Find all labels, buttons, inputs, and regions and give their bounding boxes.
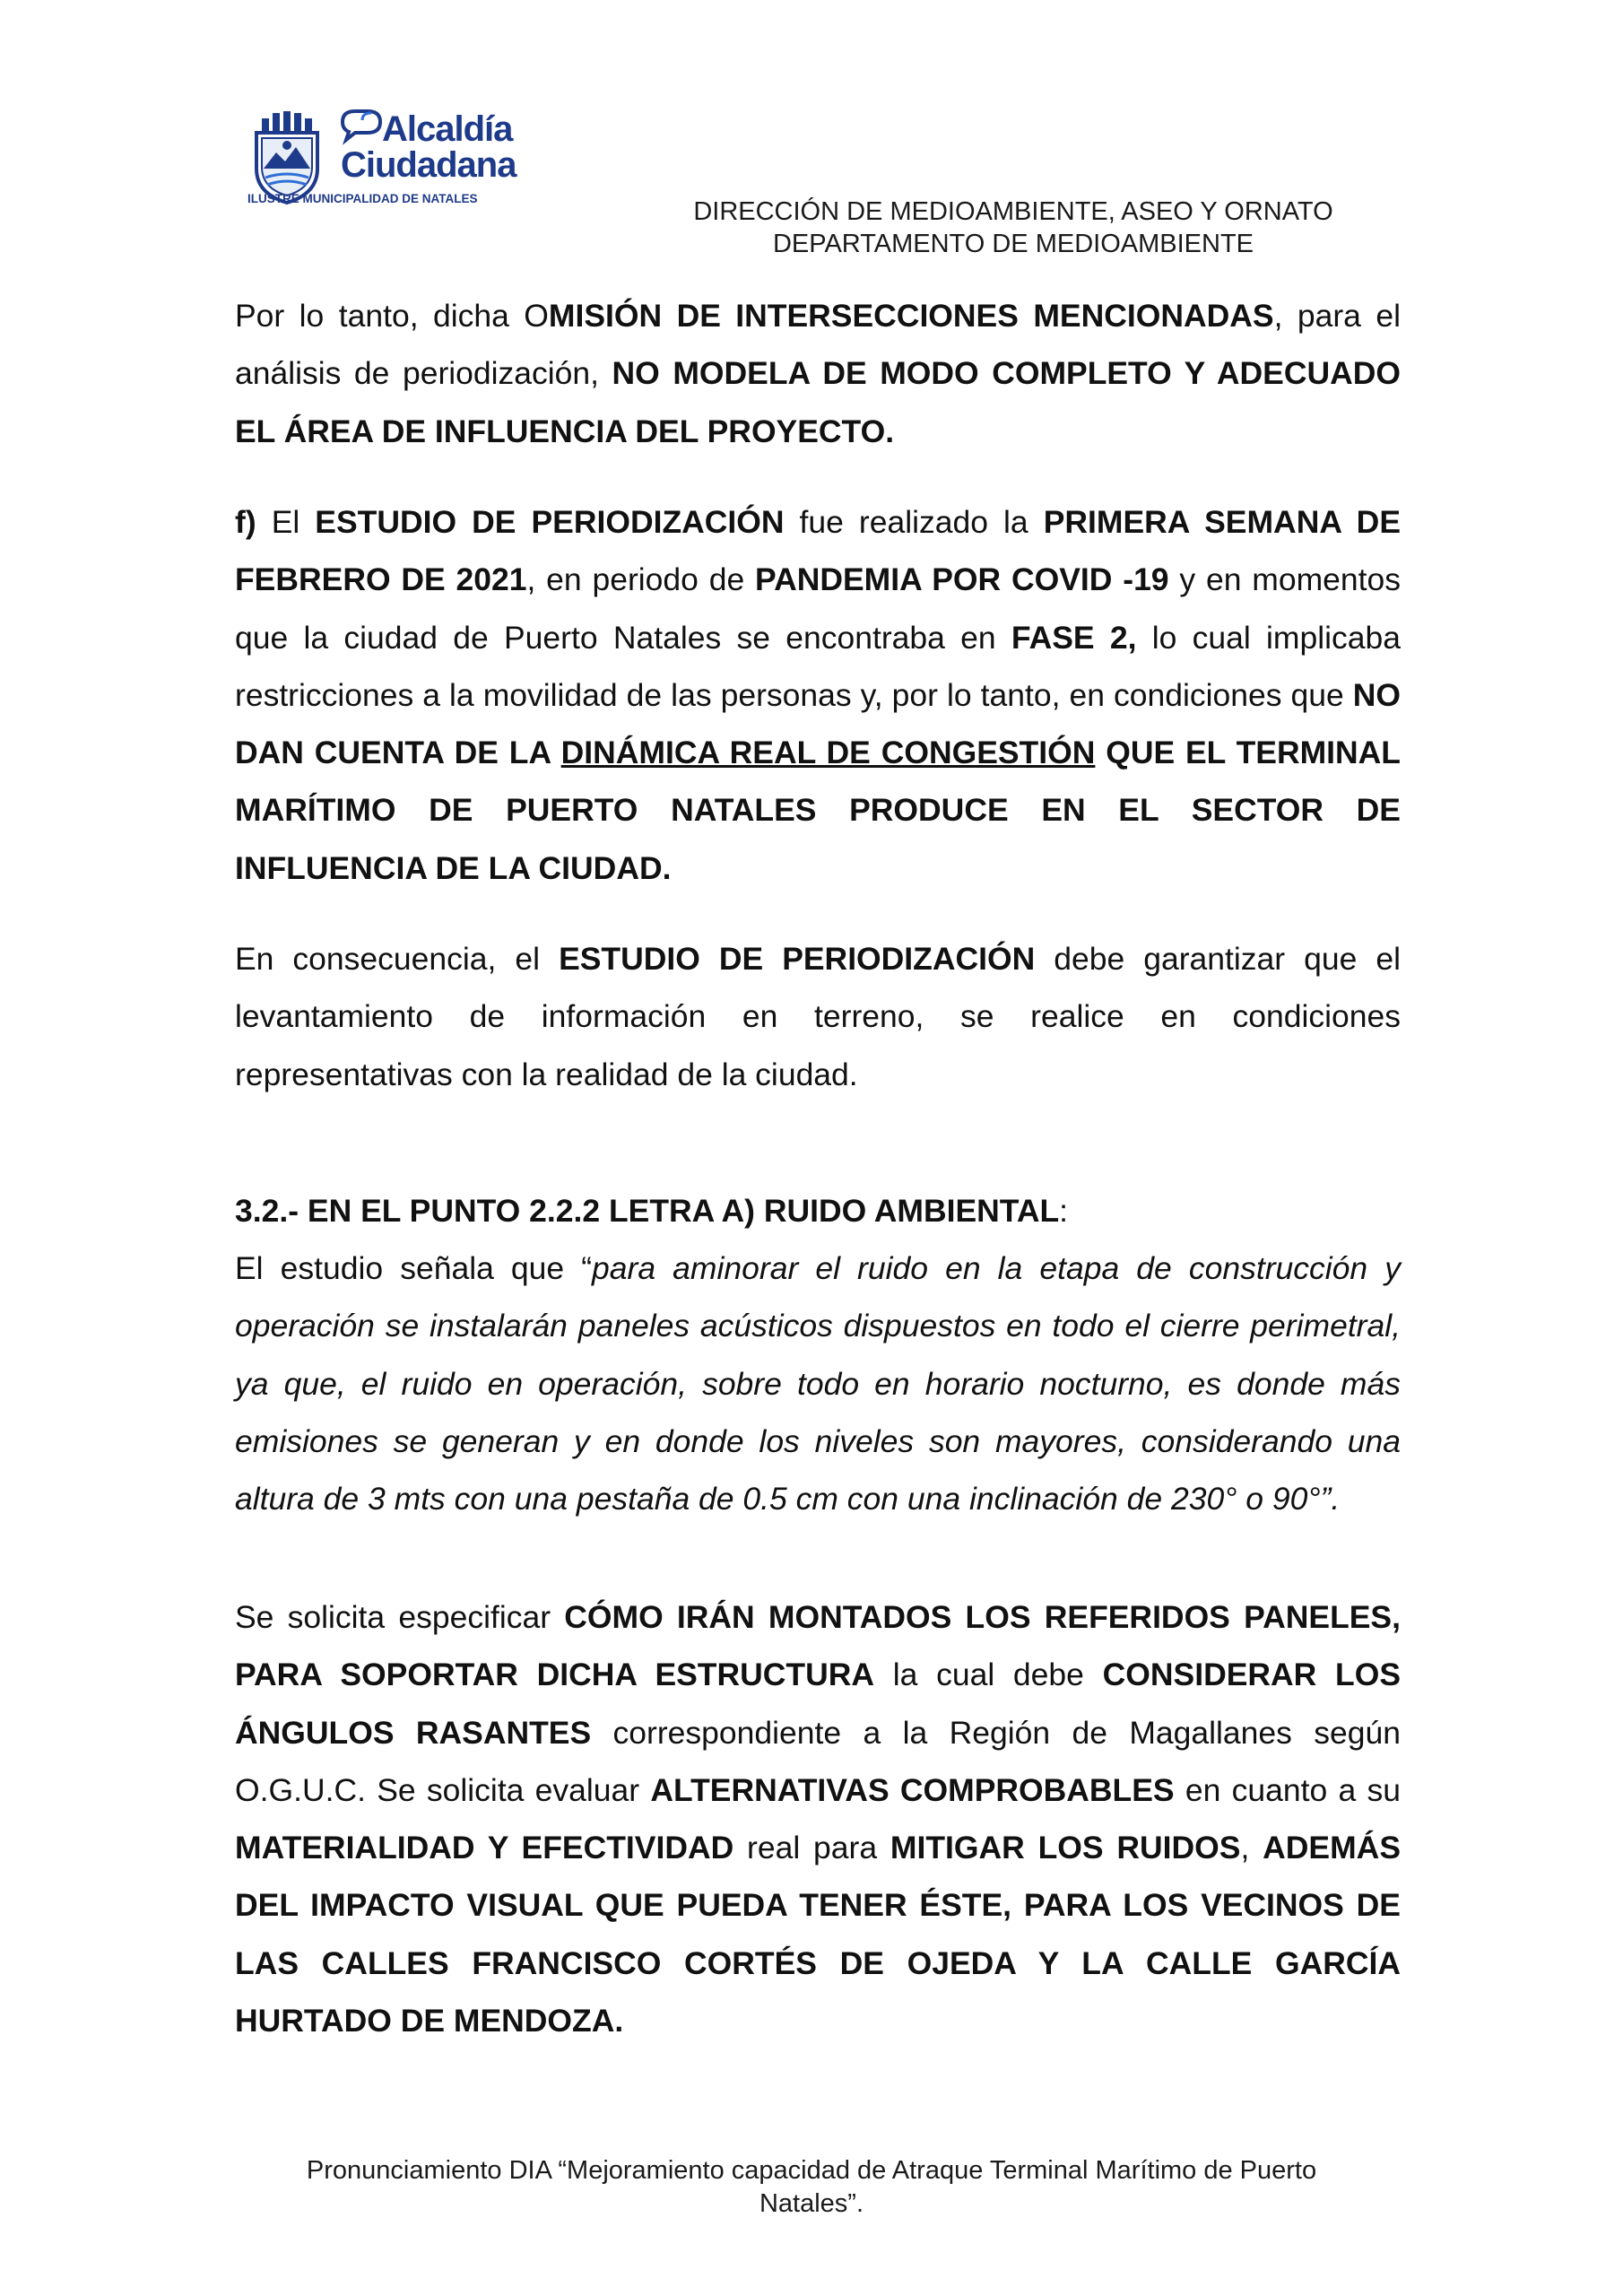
logo-subtitle: ILUSTRE MUNICIPALIDAD DE NATALES: [247, 192, 478, 205]
text-run: En consecuencia, el: [235, 941, 560, 977]
item-label: f): [235, 504, 256, 540]
paragraph-request: [235, 1588, 1401, 2049]
department-title: DEPARTAMENTO DE MEDIOAMBIENTE: [772, 230, 1254, 258]
bold-run: NO MODELA DE MODO COMPLETO Y ADECUADO EL ÁREA DE INFLUENCIA DEL PROYECTO.: [235, 355, 1401, 449]
paragraph-conclusion: [235, 287, 1401, 460]
text-run: Por lo tanto, dicha O: [235, 298, 549, 334]
section-heading-text: 3.2.- EN EL PUNTO 2.2.2 LETRA A) RUIDO AMBIENTAL: [235, 1193, 1060, 1229]
logo-line1: Alcaldía: [382, 109, 513, 149]
text-run: y en momentos que la ciudad de Puerto Natales se encontraba en: [235, 561, 1401, 656]
paragraph-item-f: [235, 493, 1401, 897]
text-run: Se solicita especificar: [235, 1599, 565, 1635]
bold-run: ESTUDIO DE PERIODIZACIÓN: [559, 941, 1036, 977]
text-run: , en periodo de: [526, 561, 756, 598]
bold-run: ALTERNATIVAS COMPROBABLES: [650, 1771, 1175, 1808]
bold-run: MISIÓN DE INTERSECCIONES MENCIONADAS: [548, 298, 1274, 334]
direction-title: DIRECCIÓN DE MEDIOAMBIENTE, ASEO Y ORNATO: [693, 197, 1333, 226]
italic-quote: para aminorar el ruido en la etapa de construcción y operación se instalarán paneles acústicos dispuestos en todo el cierre perimetral, ya que, el ruido en operación, sobre todo en horario nocturno, es donde más emisiones se generan y en donde los niveles son mayores, considerando una altura de 3 mts con una pestaña de 0.5 cm con una inclinación de 230° o 90°”.: [235, 1250, 1401, 1518]
text-run: debe garantizar que el levantamiento de información en terreno, se realice en condiciones representativas con la realidad de la ciudad.: [235, 941, 1402, 1092]
paragraph-consequence: [235, 930, 1401, 1103]
bold-run: CÓMO IRÁN MONTADOS LOS REFERIDOS PANELES, PARA SOPORTAR DICHA ESTRUCTURA: [235, 1599, 1401, 1693]
text-run: , para el análisis de periodización,: [235, 298, 1401, 392]
underlined-bold-run: DINÁMICA REAL DE CONGESTIÓN: [560, 735, 1096, 771]
bold-run: ADEMÁS DEL IMPACTO VISUAL QUE PUEDA TENER ÉSTE, PARA LOS VECINOS DE LAS CALLES FRANCISCO CORTÉS DE OJEDA Y LA CALLE GARCÍA HURTADO DE MENDOZA.: [235, 1830, 1401, 2039]
bold-run: ESTUDIO DE PERIODIZACIÓN: [315, 504, 785, 540]
text-run: la cual debe: [874, 1657, 1103, 1693]
bold-run: CONSIDERAR LOS ÁNGULOS RASANTES: [235, 1657, 1401, 1751]
text-run: ,: [1240, 1830, 1263, 1866]
bold-run: FASE 2,: [1011, 619, 1137, 656]
text-run: correspondiente a la Región de Magallanes según O.G.U.C. Se solicita evaluar: [235, 1714, 1402, 1808]
text-run: real para: [733, 1830, 890, 1866]
section-heading: [235, 1182, 1401, 1239]
bold-run: QUE EL TERMINAL MARÍTIMO DE PUERTO NATALES PRODUCE EN EL SECTOR DE INFLUENCIA DE LA CIUDAD.: [235, 735, 1401, 886]
text-run: lo cual implicaba restricciones a la movilidad de las personas y, por lo tanto, en condiciones que: [235, 619, 1401, 713]
page-footer: Pronunciamiento DIA “Mejoramiento capacidad de Atraque Terminal Marítimo de Puerto Natales”.: [306, 2156, 1317, 2218]
municipality-logo: [249, 106, 545, 213]
bold-run: PANDEMIA POR COVID -19: [755, 561, 1169, 598]
text-run: El: [256, 504, 316, 540]
bold-run: PRIMERA SEMANA DE FEBRERO DE 2021: [235, 504, 1401, 598]
bold-run: MATERIALIDAD Y EFECTIVIDAD: [235, 1830, 734, 1866]
logo-line2: Ciudadana: [341, 145, 516, 185]
text-run: en cuanto a su: [1174, 1771, 1401, 1808]
bold-run: MITIGAR LOS RUIDOS: [890, 1830, 1241, 1866]
bold-run: NO DAN CUENTA DE LA: [235, 676, 1401, 771]
text-run: fue realizado la: [784, 504, 1044, 540]
text-run: El estudio señala que “: [235, 1250, 593, 1286]
section-heading-colon: :: [1059, 1193, 1069, 1229]
paragraph-study-quote: [235, 1239, 1401, 1527]
